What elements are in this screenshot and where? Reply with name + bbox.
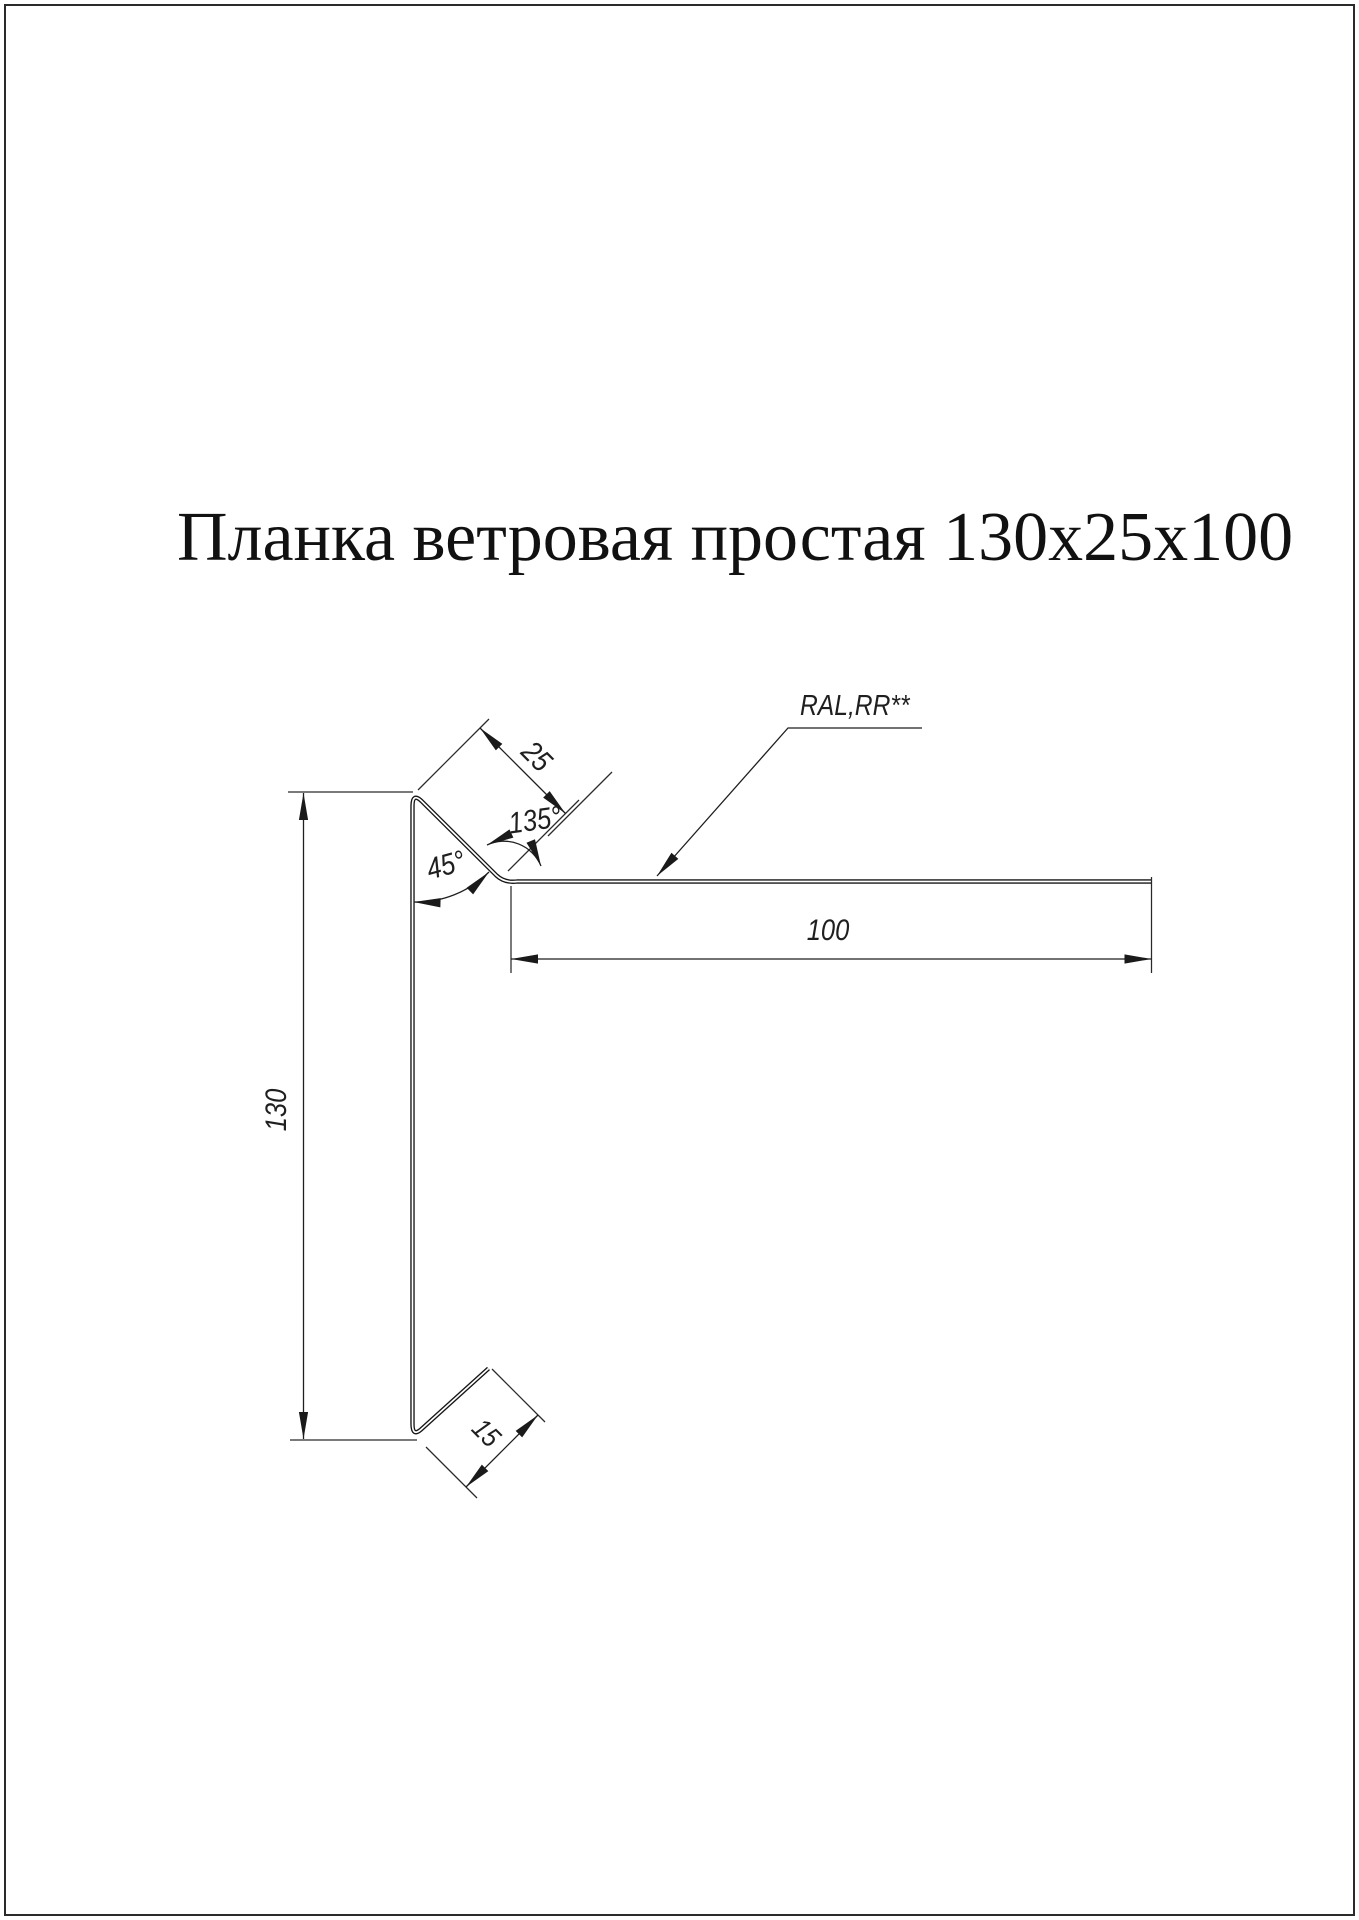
drawing-title: Планка ветровая простая 130x25x100	[177, 499, 1294, 576]
coating-note: RAL,RR**	[800, 690, 910, 722]
dimension-lines	[304, 728, 1152, 1487]
dim-label-flange-25: 25	[514, 734, 559, 779]
dim-label-angle-45: 45°	[422, 844, 469, 887]
extension-lines	[288, 719, 1152, 1498]
dim-label-kick-15: 15	[466, 1412, 507, 1453]
dim-label-angle-135: 135°	[506, 800, 564, 841]
profile-outline	[413, 798, 1152, 1433]
coating-leader-line	[657, 728, 922, 876]
dim-label-base-100: 100	[806, 914, 850, 947]
dim-label-height-130: 130	[260, 1088, 293, 1132]
